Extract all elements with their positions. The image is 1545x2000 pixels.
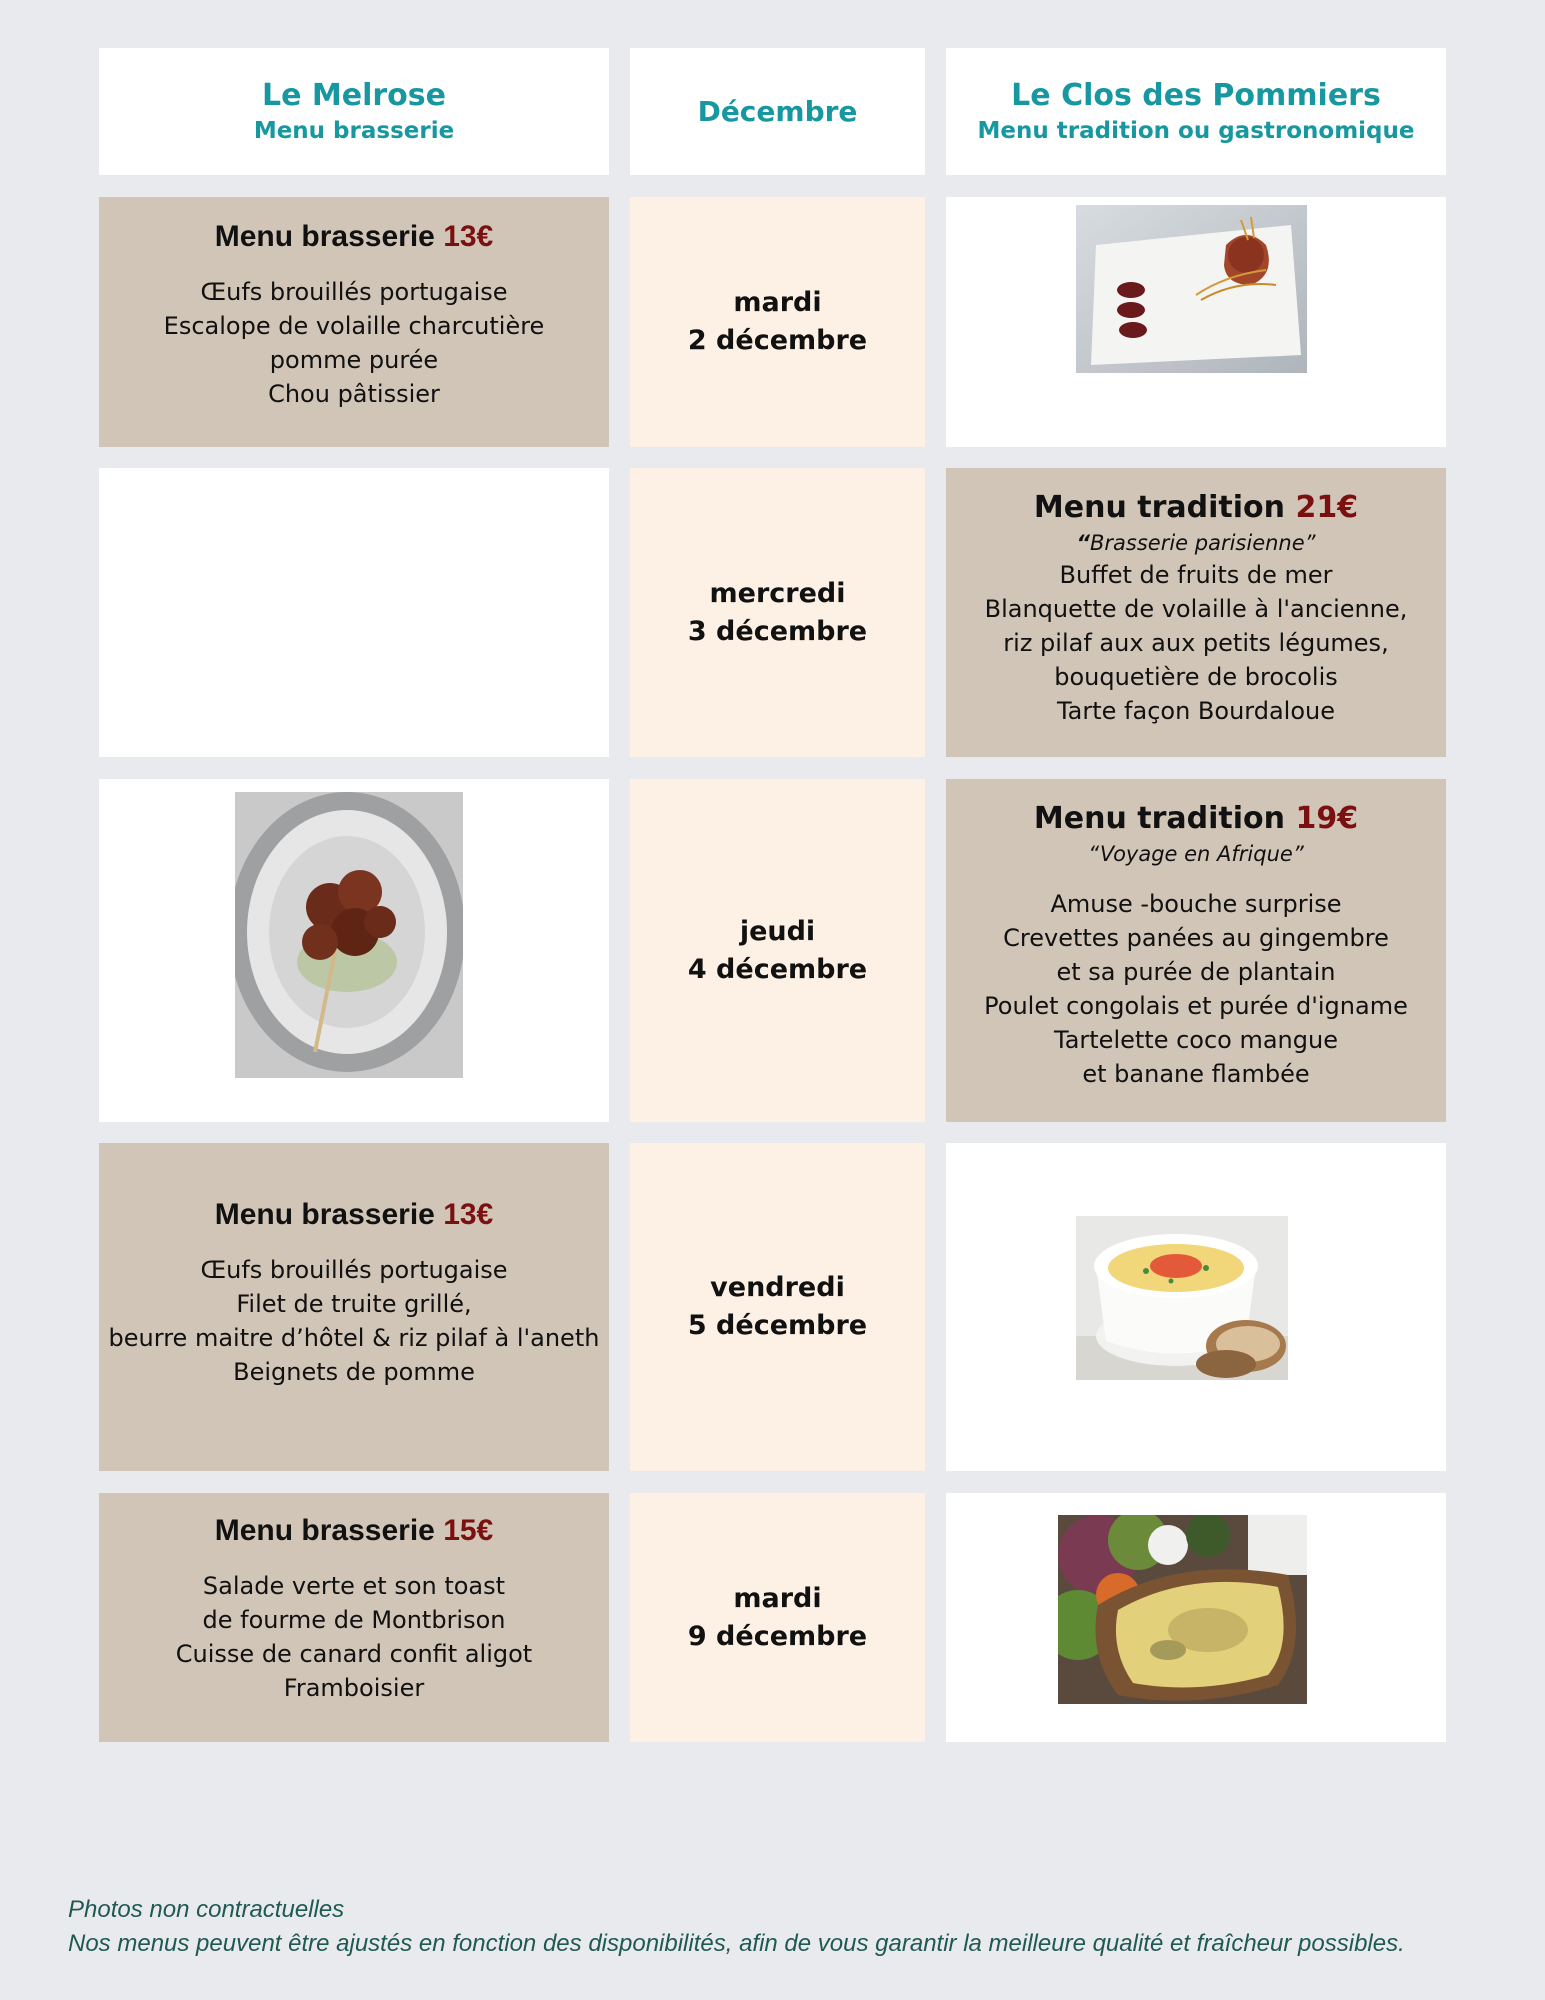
footer-disclaimer-photos: Photos non contractuelles [68,1896,345,1923]
dish-item: Blanquette de volaille à l'ancienne, [984,595,1408,623]
day-name: vendredi [710,1272,845,1303]
restaurant-subtitle-melrose: Menu brasserie [253,117,455,144]
day-name: mercredi [709,577,846,609]
dish-item: Œufs brouillés portugaise [200,278,508,306]
dish-item: Cuisse de canard confit aligot [175,1640,533,1668]
menu-price: 13€ [443,1198,494,1231]
menu-price: 13€ [443,220,494,253]
menu-title: Menu brasserie 15€ [214,1514,494,1547]
date-cell-row1 [630,197,925,447]
day-date: 3 décembre [687,615,868,647]
dish-item: Buffet de fruits de mer [1059,561,1333,589]
date-cell-row4 [630,1143,925,1471]
dish-item: beurre maitre d’hôtel & riz pilaf à l'aneth [108,1324,600,1352]
plated-dessert-photo [1076,205,1307,373]
menu-subtitle: “Brasserie parisienne” [1076,531,1316,555]
dish-item: Tartelette coco mangue [1054,1026,1338,1054]
menu-title: Menu brasserie 13€ [214,1198,494,1231]
dish-item: bouquetière de brocolis [1054,663,1338,691]
menu-price: 21€ [1295,490,1359,525]
menu-title: Menu tradition 21€ [1033,490,1359,525]
date-cell-row5 [630,1493,925,1742]
day-name: mardi [733,287,822,318]
menu-card-left-row5 [99,1493,609,1742]
menu-card-left-row1 [99,197,609,447]
dish-item: Œufs brouillés portugaise [200,1256,508,1284]
dish-item: et banane flambée [1082,1060,1310,1088]
menu-title: Menu brasserie 13€ [214,220,494,253]
dish-item: Filet de truite grillé, [236,1290,472,1318]
restaurant-subtitle-clos: Menu tradition ou gastronomique [977,117,1415,144]
month-title: Décembre [697,95,858,128]
date-cell-row3 [630,779,925,1122]
menu-card-left-row4 [99,1143,609,1471]
day-date: 5 décembre [687,1310,868,1341]
menu-price: 19€ [1295,801,1359,836]
dish-item: et sa purée de plantain [1056,958,1336,986]
dish-item: Amuse -bouche surprise [1050,890,1342,918]
dish-item: Escalope de volaille charcutière [163,312,545,340]
dish-item: de fourme de Montbrison [202,1606,506,1634]
dish-item: pomme purée [269,346,439,374]
header-month [630,48,925,175]
dish-item: Framboisier [283,1674,425,1702]
header-right [946,48,1446,175]
date-cell-row2 [630,468,925,757]
menu-card-right-row3 [946,779,1446,1122]
day-name: jeudi [739,915,816,947]
dish-item: Beignets de pomme [233,1358,475,1386]
day-name: mardi [733,1582,822,1614]
day-date: 9 décembre [687,1620,868,1652]
menu-price: 15€ [443,1514,494,1547]
menu-subtitle: “Voyage en Afrique” [1088,842,1304,866]
scrambled-eggs-photo [1076,1216,1288,1380]
dish-item: riz pilaf aux aux petits légumes, [1003,629,1389,657]
day-date: 2 décembre [687,325,868,356]
day-date: 4 décembre [687,953,868,985]
dish-item: Poulet congolais et purée d'igname [984,992,1408,1020]
menu-title: Menu tradition 19€ [1033,801,1359,836]
header-left [99,48,609,175]
dish-item: Crevettes panées au gingembre [1003,924,1389,952]
dish-item: Chou pâtissier [268,380,440,408]
restaurant-title-clos: Le Clos des Pommiers [1011,77,1381,113]
menu-card-right-row2 [946,468,1446,757]
empty-cell-left-row2 [99,468,609,757]
footer-disclaimer-menus: Nos menus peuvent être ajustés en fonction des disponibilités, afin de vous garantir la meilleure qualité et fraîcheur possibles. [68,1930,1405,1957]
restaurant-title-melrose: Le Melrose [262,77,446,113]
dish-item: Salade verte et son toast [202,1572,506,1600]
dish-item: Tarte façon Bourdaloue [1056,697,1335,725]
cheese-toast-salad-photo [1058,1515,1307,1704]
skewer-plate-photo [235,792,463,1078]
